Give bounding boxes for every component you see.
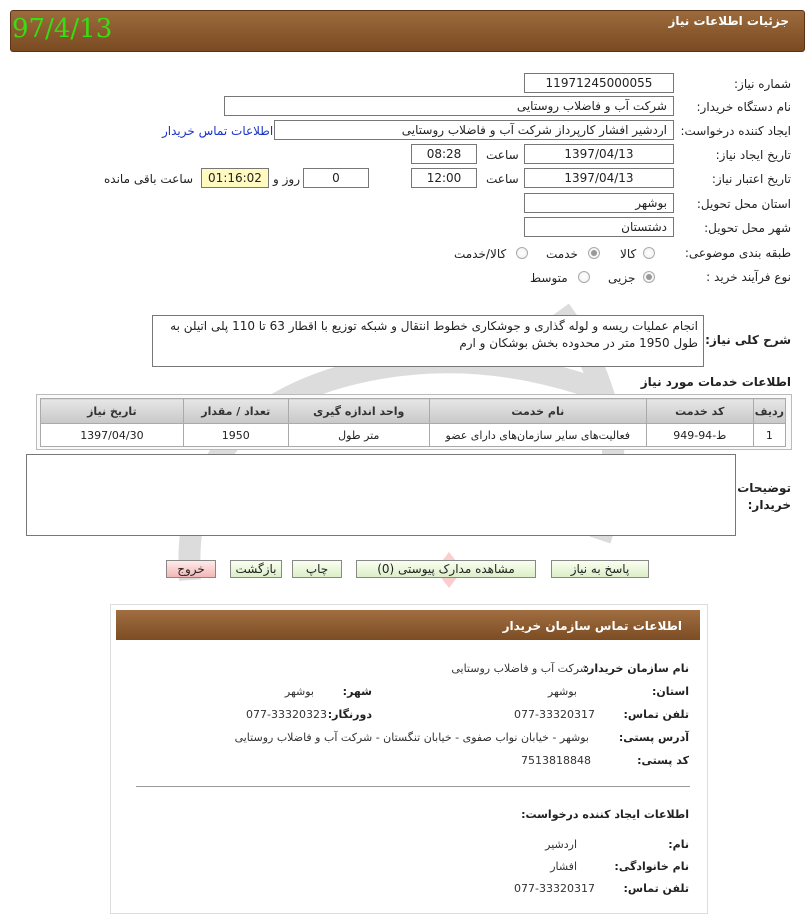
process-label: نوع فرآیند خرید :	[706, 270, 791, 284]
last-name-label: نام خانوادگی:	[614, 860, 689, 873]
cell-unit: متر طول	[288, 424, 429, 447]
table-row	[41, 424, 786, 447]
cell-quantity: 1950	[183, 424, 288, 447]
cell-row: 1	[753, 424, 785, 447]
postal-label: کد پستی:	[637, 754, 689, 767]
days-label: روز و	[273, 172, 300, 186]
province-card-value: بوشهر	[547, 685, 577, 698]
validity-time-field[interactable]: 12:00	[411, 168, 477, 188]
category-label: طبقه بندی موضوعی:	[684, 246, 791, 260]
services-title: اطلاعات خدمات مورد نیاز	[640, 375, 791, 389]
created-time-label: ساعت	[486, 148, 519, 162]
address-value: بوشهر - خیابان نواب صفوی - خیابان تنگستان - شرکت آب و فاضلاب روستایی	[234, 731, 589, 744]
province-card-label: استان:	[652, 685, 689, 698]
description-label: شرح کلی نیاز:	[705, 333, 791, 347]
attachments-button[interactable]: مشاهده مدارک پیوستی (0)	[356, 560, 536, 578]
org-value: شرکت آب و فاضلاب روستایی	[451, 662, 589, 675]
need-number-label: شماره نیاز:	[734, 77, 791, 91]
reply-button[interactable]: پاسخ به نیاز	[551, 560, 649, 578]
remaining-time-label: ساعت باقی مانده	[104, 172, 194, 186]
buyer-notes-field[interactable]	[26, 454, 736, 536]
fax-value: 077-33320323	[246, 708, 327, 721]
col-quantity: تعداد / مقدار	[183, 399, 288, 424]
category-both-radio[interactable]	[516, 247, 528, 259]
creator-title: اطلاعات ایجاد کننده درخواست:	[521, 808, 689, 821]
date-stamp: 97/4/13	[12, 14, 113, 44]
first-name-value: اردشیر	[545, 838, 577, 851]
back-button[interactable]: بازگشت	[230, 560, 282, 578]
page-title: جزئیات اطلاعات نیاز	[668, 14, 789, 28]
exit-button[interactable]: خروج	[166, 560, 216, 578]
col-need-date: تاریخ نیاز	[41, 399, 184, 424]
created-time-field[interactable]: 08:28	[411, 144, 477, 164]
last-name-value: افشار	[550, 860, 577, 873]
created-date-field[interactable]: 1397/04/13	[524, 144, 674, 164]
buyer-contact-link[interactable]: اطلاعات تماس خریدار	[162, 124, 274, 138]
province-label: استان محل تحویل:	[696, 197, 791, 211]
requester-label: ایجاد کننده درخواست:	[680, 124, 791, 138]
process-minor-radio[interactable]	[643, 271, 655, 283]
col-service-name: نام خدمت	[429, 399, 646, 424]
phone-label: تلفن تماس:	[623, 708, 689, 721]
category-goods-radio[interactable]	[643, 247, 655, 259]
need-number-field[interactable]: 11971245000055	[524, 73, 674, 93]
print-button[interactable]: چاپ	[292, 560, 342, 578]
creator-phone-label: تلفن تماس:	[623, 882, 689, 895]
process-medium-label: متوسط	[530, 271, 568, 285]
contact-card-title: اطلاعات تماس سازمان خریدار	[502, 619, 682, 633]
city-card-value: بوشهر	[284, 685, 314, 698]
city-label: شهر محل تحویل:	[704, 221, 791, 235]
validity-time-label: ساعت	[486, 172, 519, 186]
buyer-notes-label: توضیحات خریدار:	[737, 481, 791, 512]
description-field[interactable]: انجام عملیات ریسه و لوله گذاری و جوشکاری خطوط انتقال و شبکه توزیع با اقطار 63 تا 110 پلی اتیلن به طول 1950 متر در محدوده بخش بوشکان و ارم	[152, 315, 704, 367]
address-label: آدرس پستی:	[618, 731, 689, 744]
city-field[interactable]: دشتستان	[524, 217, 674, 237]
days-field[interactable]: 0	[303, 168, 369, 188]
divider	[136, 786, 690, 787]
cell-need-date: 1397/04/30	[41, 424, 184, 447]
first-name-label: نام:	[668, 838, 689, 851]
category-goods-label: کالا	[620, 247, 637, 261]
buyer-org-field[interactable]: شرکت آب و فاضلاب روستایی	[224, 96, 674, 116]
creator-phone-value: 077-33320317	[514, 882, 595, 895]
services-table	[40, 398, 786, 447]
col-service-code: کد خدمت	[646, 399, 753, 424]
remaining-time-field: 01:16:02	[201, 168, 269, 188]
col-row: ردیف	[753, 399, 785, 424]
category-both-label: کالا/خدمت	[454, 247, 507, 261]
process-minor-label: جزیی	[608, 271, 636, 285]
province-field[interactable]: بوشهر	[524, 193, 674, 213]
org-label: نام سازمان خریدار:	[583, 662, 689, 675]
validity-date-label: تاریخ اعتبار نیاز:	[711, 172, 791, 186]
category-service-radio[interactable]	[588, 247, 600, 259]
phone-value: 077-33320317	[514, 708, 595, 721]
fax-label: دورنگار:	[327, 708, 372, 721]
category-service-label: خدمت	[546, 247, 578, 261]
cell-service-code: ط-94-949	[646, 424, 753, 447]
buyer-org-label: نام دستگاه خریدار:	[696, 100, 791, 114]
cell-service-name: فعالیت‌های سایر سازمان‌های دارای عضو	[429, 424, 646, 447]
validity-date-field[interactable]: 1397/04/13	[524, 168, 674, 188]
city-card-label: شهر:	[342, 685, 372, 698]
created-date-label: تاریخ ایجاد نیاز:	[715, 148, 791, 162]
contact-card-header	[116, 610, 700, 640]
requester-field[interactable]: اردشیر افشار کارپرداز شرکت آب و فاضلاب روستایی	[274, 120, 674, 140]
col-unit: واحد اندازه گیری	[288, 399, 429, 424]
postal-value: 7513818848	[521, 754, 591, 767]
process-medium-radio[interactable]	[578, 271, 590, 283]
